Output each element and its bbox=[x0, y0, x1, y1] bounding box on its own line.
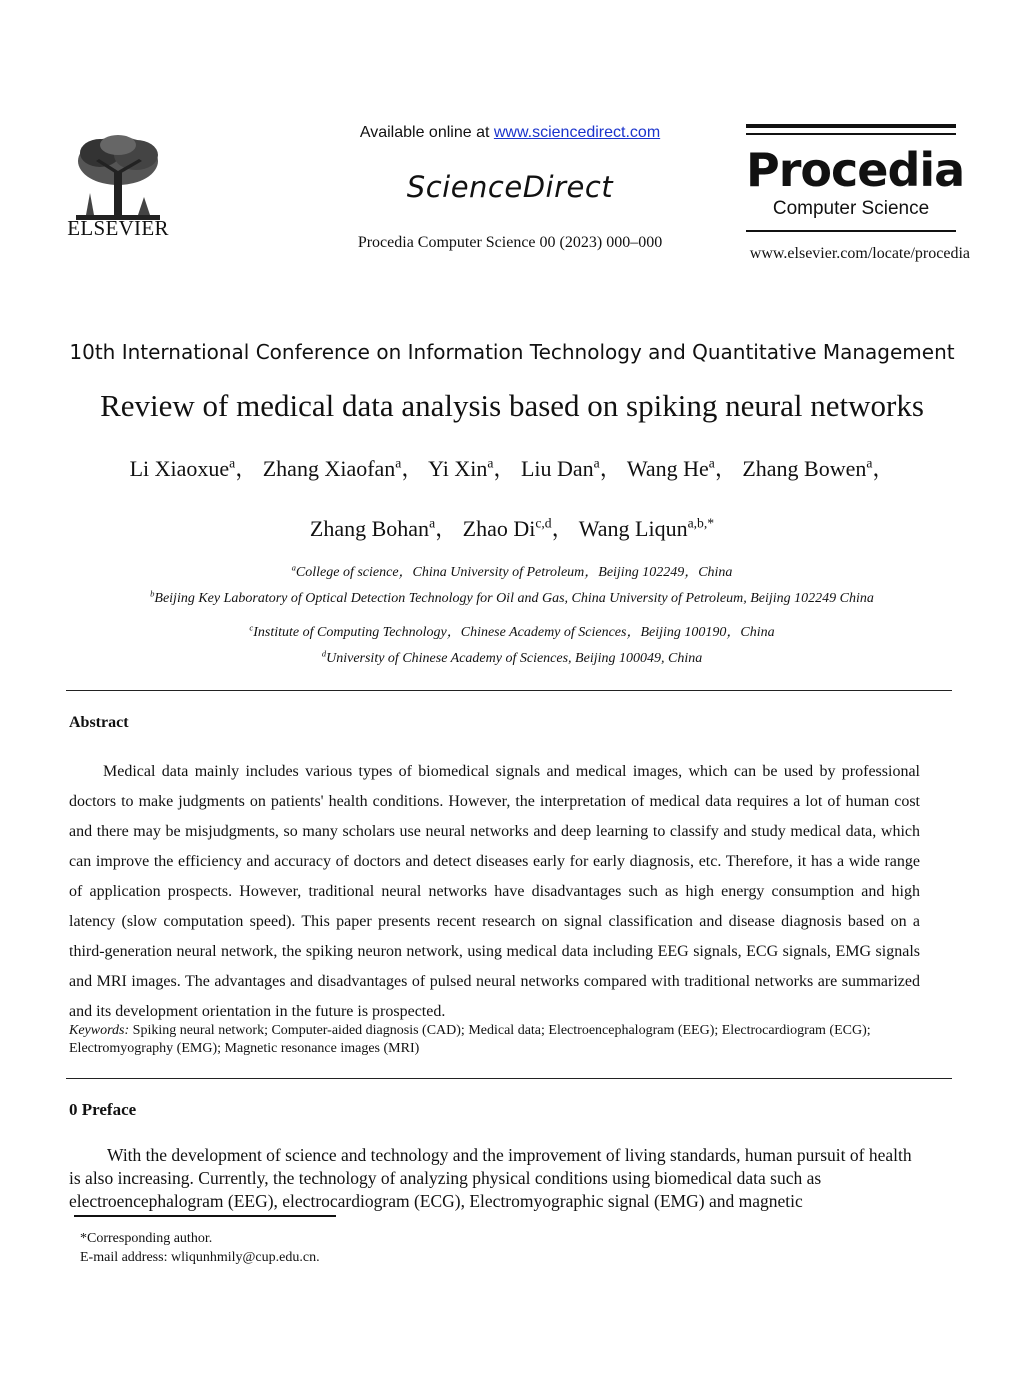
sciencedirect-link[interactable]: www.sciencedirect.com bbox=[493, 124, 661, 141]
keywords-label: Keywords: bbox=[69, 1023, 130, 1038]
conference-name: 10th International Conference on Information Technology and Quantitative Management bbox=[69, 340, 955, 364]
procedia-logo-title: Procedia bbox=[746, 143, 965, 197]
affiliation-c: $^c$Institute of Computing Technology，Chinese Academy of Sciences，Beijing 100190，China bbox=[249, 622, 775, 640]
procedia-logo-subtitle: Computer Science bbox=[772, 198, 930, 219]
elsevier-logo-text: ELSEVIER bbox=[67, 216, 169, 240]
author: Yi Xin$^a$， bbox=[428, 455, 516, 481]
divider-top bbox=[66, 690, 952, 691]
author: Liu Dan$^a$， bbox=[520, 455, 622, 481]
keywords-list: Spiking neural network; Computer-aided diagnosis (CAD); Medical data; Electroencephalogram (EEG); Electrocardiogram (ECG); Electromyography (EMG); Magnetic resonance images (MRI) bbox=[69, 1023, 871, 1056]
procedia-top-bar bbox=[746, 124, 956, 128]
procedia-bottom-bar bbox=[746, 230, 956, 232]
footnote-corresponding: *Corresponding author. bbox=[80, 1231, 213, 1246]
abstract-text: Medical data mainly includes various types of biomedical signals and medical images, which can be used by professional doctors to make judgments on patients' health conditions. However, the interpretation of medical data requires a lot of human cost and there may be misjudgments, so many scholars use neural networks and deep learning to classify and study medical data, which can improve the efficiency and accuracy of doctors and detect diseases early for early diagnosis, etc. Therefore, it has a wide range of application prospects. However, traditional neural networks have disadvantages such as high energy consumption and high latency (slow computation speed). This paper presents recent research on signal classification and disease diagnosis based on a third-generation neural network, the spiking neuron network, using medical data including EEG signals, ECG signals, EMG signals and MRI images. The advantages and disadvantages of pulsed neural networks compared with traditional networks are summarized and its development orientation in the future is prospected. bbox=[69, 763, 920, 1020]
section-heading: 0 Preface bbox=[69, 1100, 137, 1119]
procedia-logo bbox=[746, 124, 965, 236]
footnote-email: E-mail address: wliqunhmily@cup.edu.cn. bbox=[80, 1250, 320, 1265]
author: Zhang Bohan$^a$， bbox=[309, 515, 458, 541]
abstract-heading: Abstract bbox=[69, 714, 129, 731]
author: Wang He$^a$， bbox=[626, 455, 737, 481]
availability-line bbox=[260, 124, 760, 142]
affiliation-b: $^b$Beijing Key Laboratory of Optical Detection Technology for Oil and Gas, China University of Petroleum, Beijing 102249 China bbox=[150, 588, 874, 606]
procedia-top-bar-thin bbox=[746, 133, 956, 135]
author: Zhang Bowen$^a$， bbox=[742, 455, 895, 481]
authors-line-2 bbox=[0, 512, 1024, 543]
affiliation-a: $^a$College of science，China University of Petroleum，Beijing 102249，China bbox=[291, 562, 733, 580]
sciencedirect-brand: ScienceDirect bbox=[406, 170, 614, 204]
journal-url: www.elsevier.com/locate/procedia bbox=[749, 245, 970, 262]
journal-issue: Procedia Computer Science 00 (2023) 000–000 bbox=[357, 234, 663, 251]
affiliation-d: $^d$University of Chinese Academy of Sciences, Beijing 100049, China bbox=[321, 648, 703, 666]
availability-prefix: Available online at bbox=[359, 124, 494, 141]
author: Li Xiaoxue$^a$， bbox=[129, 455, 258, 481]
divider-bottom bbox=[66, 1078, 952, 1079]
authors-line-1 bbox=[0, 452, 1024, 483]
section-text: With the development of science and technology and the improvement of living standards, human pursuit of health is also increasing. Currently, the technology of analyzing physical conditions using biomedical data such as electroencephalogram (EEG), electrocardiogram (ECG), Electromyographic signal (EMG) and magnetic bbox=[69, 1145, 912, 1211]
author: Wang Liqun$^{a,b,*}$ bbox=[578, 515, 715, 541]
author: Zhang Xiaofan$^a$， bbox=[262, 455, 424, 481]
author: Zhao Di$^{c,d}$， bbox=[462, 515, 574, 541]
paper-title: Review of medical data analysis based on spiking neural networks bbox=[100, 388, 924, 423]
footnote-rule bbox=[74, 1215, 336, 1217]
keywords bbox=[69, 1022, 939, 1058]
